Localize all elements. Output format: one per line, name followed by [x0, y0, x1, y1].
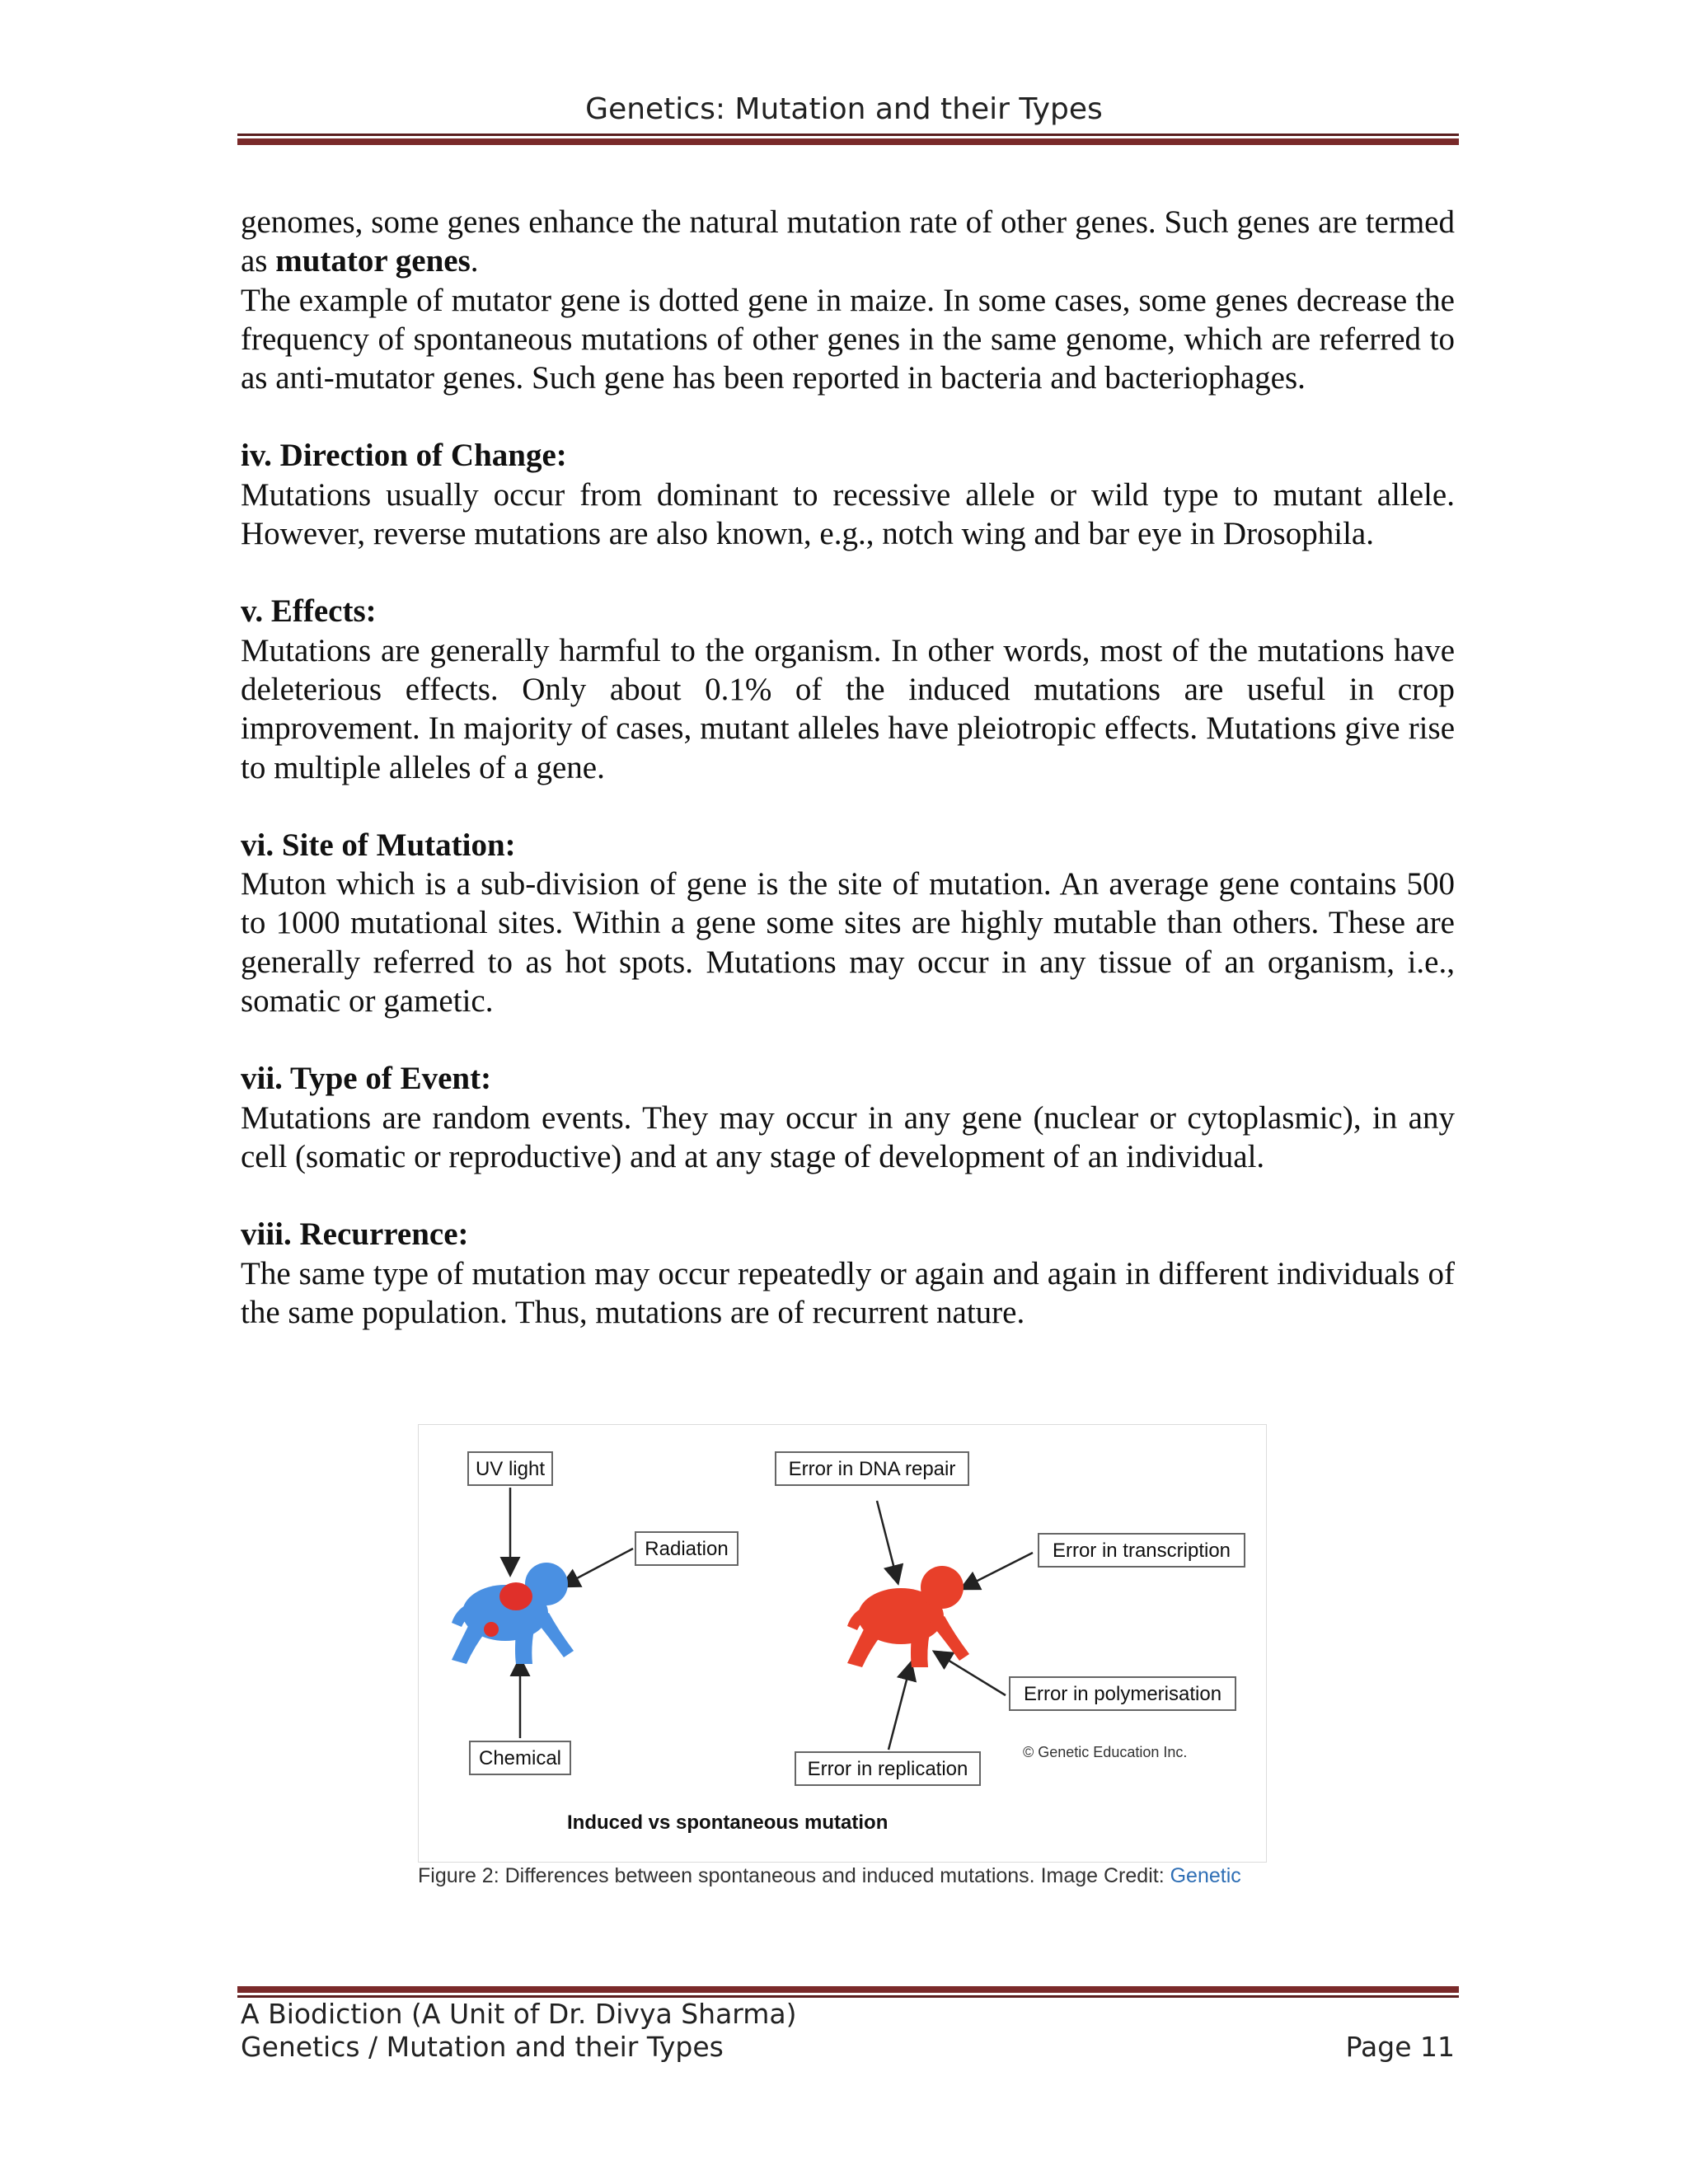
page-header-title: Genetics: Mutation and their Types: [585, 92, 1103, 126]
baby-induced-icon: [452, 1563, 574, 1664]
paragraph-site-of-mutation: Muton which is a sub-division of gene is the site of mutation. An average gene contains 500 to 1000 mutational sites. Within a gene some sites are highly mutable than others. These are generally referred to as hot spots. Mutations may occur in any tissue of an organism, i.e., somatic or gametic.: [241, 866, 1455, 1019]
paragraph-direction-of-change: Mutations usually occur from dominant to recessive allele or wild type to mutant allele. However, reverse mutations are also known, e.g., notch wing and bar eye in Drosophila.: [241, 476, 1455, 552]
heading-site-of-mutation: vi. Site of Mutation:: [241, 827, 516, 863]
mutation-figure: [418, 1424, 1267, 1863]
paragraph-anti-mutator: The example of mutator gene is dotted gene in maize. In some cases, some genes decrease the frequency of spontaneous mutations of other genes in the same genome, which are referred to as anti-mutator genes. Such gene has been reported in bacteria and bacteriophages.: [241, 282, 1455, 396]
paragraph-mutator-genes: genomes, some genes enhance the natural mutation rate of other genes. Such genes are termed as mutator genes.: [241, 204, 1455, 279]
svg-text:Error in DNA repair: Error in DNA repair: [788, 1458, 956, 1480]
paragraph-effects: Mutations are generally harmful to the organism. In other words, most of the mutations have deleterious effects. Only about 0.1% of the induced mutations are useful in crop improvement. In majority of cases, mutant alleles have pleiotropic effects. Mutations give rise to multiple alleles of a gene.: [241, 632, 1455, 785]
page-footer: [241, 1998, 1455, 2064]
label-error-polymerisation: [1010, 1677, 1236, 1710]
figure-caption: Figure 2: Differences between spontaneous and induced mutations. Image Credit: Genetic: [418, 1864, 1241, 1887]
svg-text:Chemical: Chemical: [478, 1747, 562, 1769]
svg-text:Error in polymerisation: Error in polymerisation: [1023, 1683, 1222, 1705]
page-number: Page 11: [1345, 2031, 1455, 2063]
label-chemical: [470, 1741, 570, 1774]
term-mutator-genes: mutator genes: [275, 243, 471, 279]
body-text: [241, 203, 1455, 1332]
footer-organization: A Biodiction (A Unit of Dr. Divya Sharma): [241, 1998, 797, 2030]
heading-direction-of-change: iv. Direction of Change:: [241, 438, 567, 474]
svg-text:Radiation: Radiation: [645, 1538, 729, 1560]
footer-document-title: Genetics / Mutation and their Types: [241, 2031, 724, 2063]
baby-spontaneous-icon: [847, 1566, 969, 1667]
paragraph-type-of-event: Mutations are random events. They may occur in any gene (nuclear or cytoplasmic), in any cell (somatic or reproductive) and at any stage of development of an individual.: [241, 1099, 1455, 1174]
caption-credit-link[interactable]: Genetic: [1170, 1864, 1241, 1887]
footer-rule: [237, 1986, 1459, 1998]
figure-title: Induced vs spontaneous mutation: [567, 1811, 889, 1834]
heading-recurrence: viii. Recurrence:: [241, 1216, 469, 1253]
svg-text:UV light: UV light: [475, 1458, 546, 1480]
heading-effects: v. Effects:: [241, 593, 377, 630]
heading-type-of-event: vii. Type of Event:: [241, 1061, 492, 1097]
label-error-dna-repair: [776, 1452, 968, 1485]
svg-text:Error in replication: Error in replication: [807, 1758, 968, 1780]
header-rule: [237, 134, 1459, 145]
label-radiation: [635, 1532, 738, 1565]
svg-text:Error in transcription: Error in transcription: [1052, 1540, 1231, 1562]
figure-credit: © Genetic Education Inc.: [1023, 1744, 1188, 1760]
paragraph-recurrence: The same type of mutation may occur repeatedly or again and again in different individuals of the same population. Thus, mutations are of recurrent nature.: [241, 1255, 1455, 1330]
label-uv-light: [468, 1452, 552, 1485]
label-error-replication: [795, 1752, 980, 1785]
label-error-transcription: [1039, 1534, 1245, 1567]
